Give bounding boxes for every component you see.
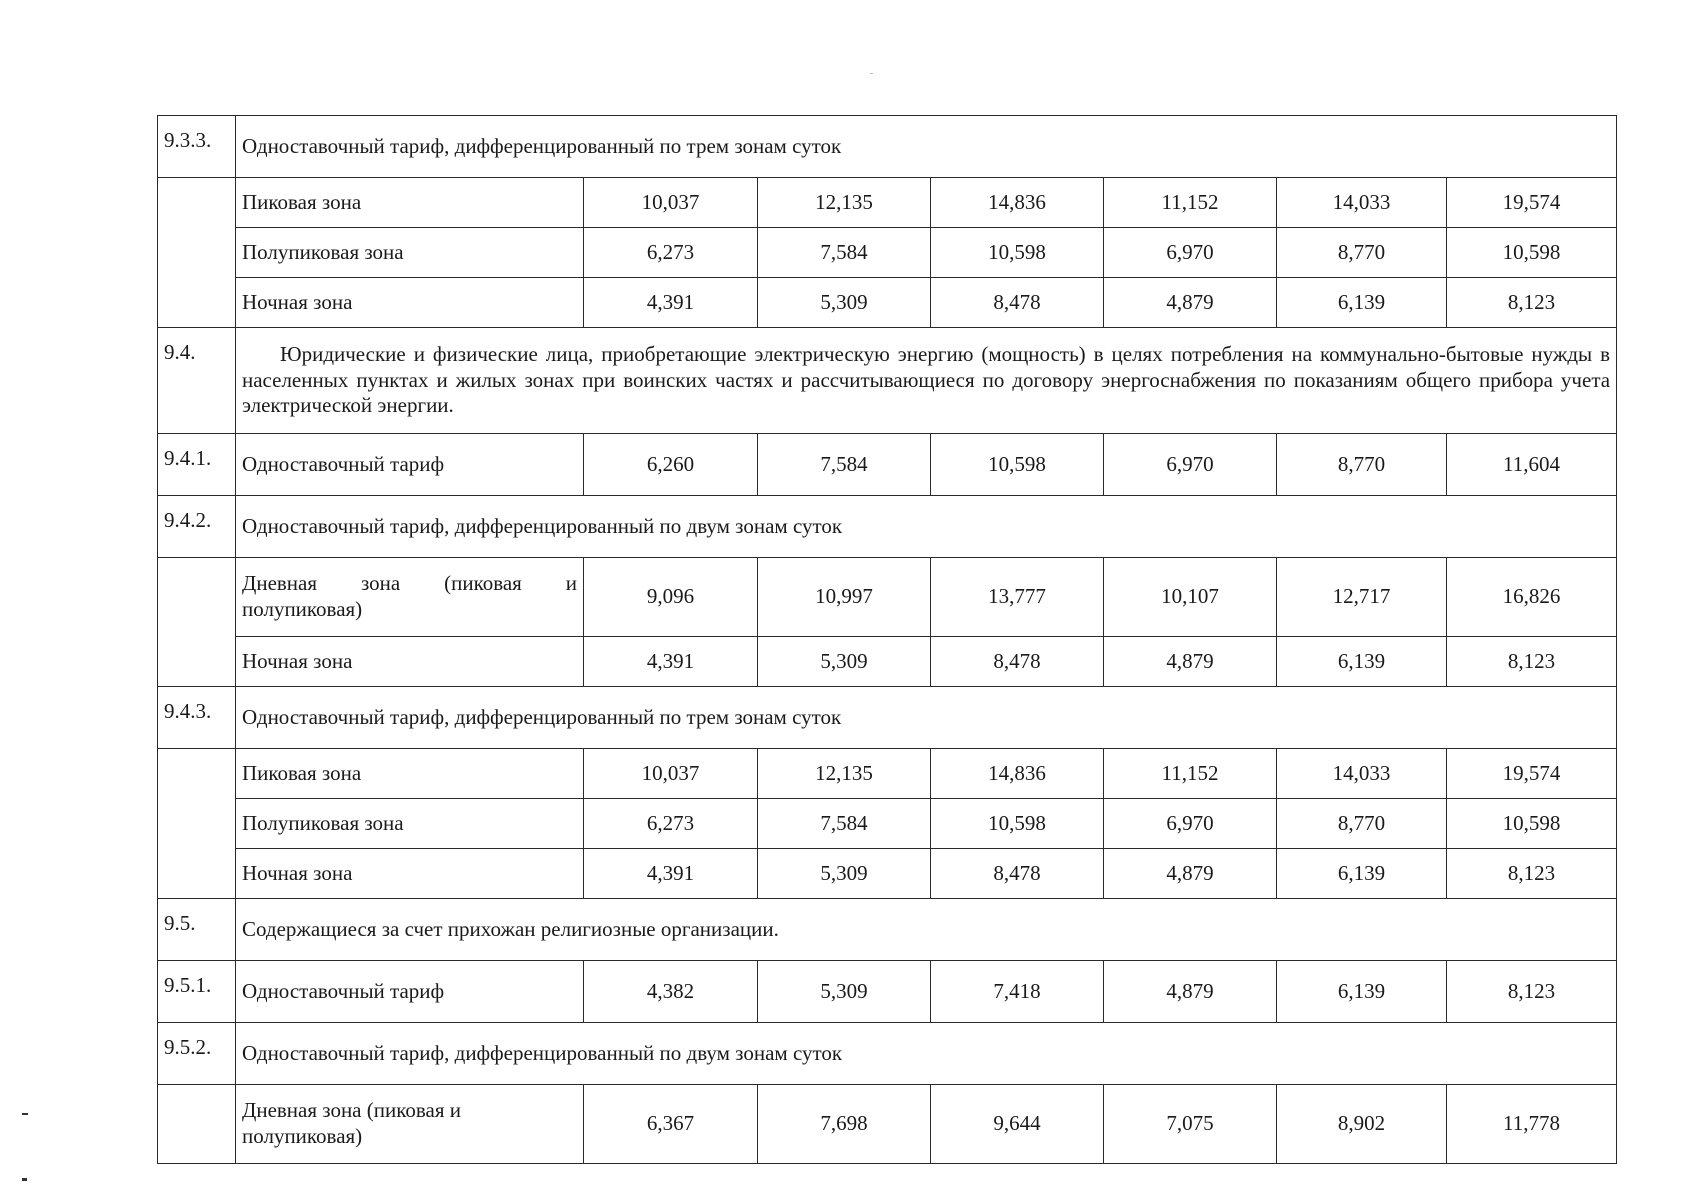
tariff-value: 14,836 xyxy=(931,178,1104,228)
tariff-value: 8,478 xyxy=(931,849,1104,899)
zone-label: Пиковая зона xyxy=(236,178,584,228)
tariff-value: 11,152 xyxy=(1104,178,1277,228)
tariff-value: 5,309 xyxy=(758,849,931,899)
tariff-value: 9,644 xyxy=(931,1085,1104,1164)
tariff-value: 6,273 xyxy=(584,228,758,278)
row-title: Одноставочный тариф, дифференцированный по трем зонам суток xyxy=(236,687,1617,749)
tariff-value: 14,033 xyxy=(1277,749,1447,799)
scan-mark xyxy=(22,1178,27,1181)
tariff-value: 5,309 xyxy=(758,637,931,687)
tariff-value: 7,698 xyxy=(758,1085,931,1164)
tariff-value: 10,107 xyxy=(1104,558,1277,637)
tariff-value: 8,770 xyxy=(1277,799,1447,849)
row-number: 9.4. xyxy=(158,328,236,434)
tariff-value: 10,037 xyxy=(584,178,758,228)
zone-label: Ночная зона xyxy=(236,278,584,328)
tariff-value: 4,879 xyxy=(1104,849,1277,899)
tariff-value: 10,598 xyxy=(931,799,1104,849)
tariff-value: 10,037 xyxy=(584,749,758,799)
row-number-empty xyxy=(158,558,236,687)
tariff-value: 9,096 xyxy=(584,558,758,637)
tariff-value: 16,826 xyxy=(1447,558,1617,637)
tariff-value: 4,382 xyxy=(584,961,758,1023)
tariff-value: 11,152 xyxy=(1104,749,1277,799)
table-row xyxy=(158,849,1617,899)
tariff-value: 8,123 xyxy=(1447,637,1617,687)
table-row xyxy=(158,278,1617,328)
table-row xyxy=(158,1085,1617,1164)
zone-label: Ночная зона xyxy=(236,849,584,899)
tariff-value: 6,970 xyxy=(1104,799,1277,849)
table-row xyxy=(158,749,1617,799)
tariff-value: 6,970 xyxy=(1104,434,1277,496)
tariff-value: 10,997 xyxy=(758,558,931,637)
tariff-value: 4,391 xyxy=(584,278,758,328)
zone-label: Дневная зона (пиковая и полупиковая) xyxy=(236,558,584,637)
tariff-value: 12,135 xyxy=(758,178,931,228)
tariff-value: 11,604 xyxy=(1447,434,1617,496)
tariff-value: 8,770 xyxy=(1277,434,1447,496)
tariff-value: 4,879 xyxy=(1104,278,1277,328)
table-row xyxy=(158,228,1617,278)
tariff-value: 10,598 xyxy=(931,434,1104,496)
tariff-value: 8,902 xyxy=(1277,1085,1447,1164)
tariff-value: 4,879 xyxy=(1104,637,1277,687)
tariff-value: 4,391 xyxy=(584,849,758,899)
table-row xyxy=(158,558,1617,637)
section-description: Содержащиеся за счет прихожан религиозные организации. xyxy=(236,899,1617,961)
tariff-value: 6,260 xyxy=(584,434,758,496)
tariff-value: 19,574 xyxy=(1447,178,1617,228)
table-row xyxy=(158,637,1617,687)
zone-label: Одноставочный тариф xyxy=(236,434,584,496)
table-row xyxy=(158,178,1617,228)
tariff-value: 11,778 xyxy=(1447,1085,1617,1164)
tariff-value: 4,879 xyxy=(1104,961,1277,1023)
row-title: Одноставочный тариф, дифференцированный по двум зонам суток xyxy=(236,496,1617,558)
tariff-value: 14,033 xyxy=(1277,178,1447,228)
tariff-value: 7,584 xyxy=(758,434,931,496)
tariff-value: 6,139 xyxy=(1277,849,1447,899)
tariff-value: 4,391 xyxy=(584,637,758,687)
tariff-value: 6,139 xyxy=(1277,637,1447,687)
tariff-value: 14,836 xyxy=(931,749,1104,799)
row-number: 9.4.1. xyxy=(158,434,236,496)
table-row xyxy=(158,961,1617,1023)
section-description: Юридические и физические лица, приобретающие электрическую энергию (мощность) в целях потребления на коммунально-бытовые нужды в населенных пунктах и жилых зонах при воинских частях и рассчитывающиеся по договору энергоснабжения по показаниям общего прибора учета электрической энергии. xyxy=(236,328,1617,434)
tariff-value: 10,598 xyxy=(1447,799,1617,849)
row-number: 9.3.3. xyxy=(158,116,236,178)
tariff-value: 6,970 xyxy=(1104,228,1277,278)
tariff-value: 7,075 xyxy=(1104,1085,1277,1164)
tariff-value: 8,478 xyxy=(931,278,1104,328)
zone-label: Одноставочный тариф xyxy=(236,961,584,1023)
row-title: Одноставочный тариф, дифференцированный по двум зонам суток xyxy=(236,1023,1617,1085)
tariff-value: 5,309 xyxy=(758,278,931,328)
row-title: Одноставочный тариф, дифференцированный по трем зонам суток xyxy=(236,116,1617,178)
tariff-value: 10,598 xyxy=(1447,228,1617,278)
table-row xyxy=(158,434,1617,496)
row-number: 9.5.1. xyxy=(158,961,236,1023)
tariff-value: 7,418 xyxy=(931,961,1104,1023)
row-number: 9.5.2. xyxy=(158,1023,236,1085)
row-number: 9.4.3. xyxy=(158,687,236,749)
tariff-value: 8,770 xyxy=(1277,228,1447,278)
tariff-value: 8,478 xyxy=(931,637,1104,687)
row-number: 9.4.2. xyxy=(158,496,236,558)
row-number-empty xyxy=(158,178,236,328)
row-number: 9.5. xyxy=(158,899,236,961)
tariff-value: 19,574 xyxy=(1447,749,1617,799)
tariff-value: 6,139 xyxy=(1277,278,1447,328)
tariff-value: 8,123 xyxy=(1447,278,1617,328)
zone-label: Дневная зона (пиковая и полупиковая) xyxy=(236,1085,584,1164)
tariff-value: 12,135 xyxy=(758,749,931,799)
tariff-value: 10,598 xyxy=(931,228,1104,278)
table-row xyxy=(158,116,1617,178)
row-number-empty xyxy=(158,749,236,899)
zone-label: Полупиковая зона xyxy=(236,799,584,849)
tariff-table xyxy=(157,115,1617,1164)
tariff-value: 8,123 xyxy=(1447,961,1617,1023)
table-row xyxy=(158,328,1617,434)
zone-label: Ночная зона xyxy=(236,637,584,687)
tariff-value: 8,123 xyxy=(1447,849,1617,899)
tariff-value: 12,717 xyxy=(1277,558,1447,637)
table-row xyxy=(158,899,1617,961)
table-row xyxy=(158,799,1617,849)
table-row xyxy=(158,496,1617,558)
row-number-empty xyxy=(158,1085,236,1164)
scan-mark xyxy=(22,1113,28,1115)
tariff-value: 7,584 xyxy=(758,228,931,278)
tariff-value: 5,309 xyxy=(758,961,931,1023)
table-row xyxy=(158,687,1617,749)
tariff-value: 7,584 xyxy=(758,799,931,849)
tariff-value: 13,777 xyxy=(931,558,1104,637)
table-row xyxy=(158,1023,1617,1085)
zone-label: Полупиковая зона xyxy=(236,228,584,278)
scan-mark-top xyxy=(870,73,873,74)
zone-label: Пиковая зона xyxy=(236,749,584,799)
tariff-value: 6,273 xyxy=(584,799,758,849)
tariff-value: 6,367 xyxy=(584,1085,758,1164)
tariff-value: 6,139 xyxy=(1277,961,1447,1023)
